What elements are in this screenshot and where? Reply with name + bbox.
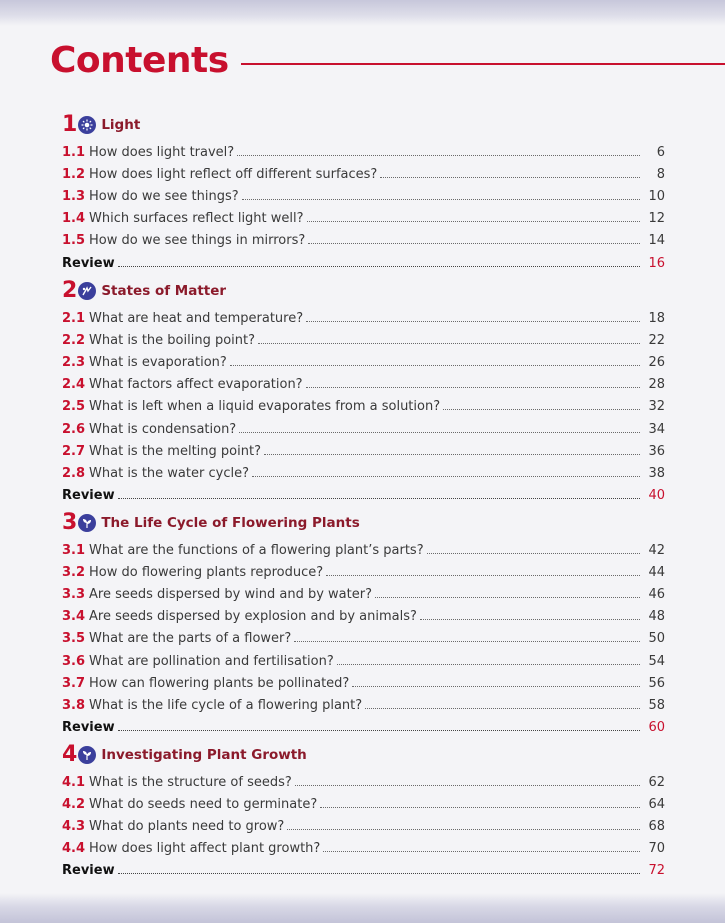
page-number: 58: [648, 697, 665, 713]
lesson-number: 2.6: [62, 421, 86, 437]
toc-entry[interactable]: [62, 626, 665, 646]
lesson-title: Which surfaces reflect light well?: [89, 211, 304, 227]
title-row: [50, 36, 725, 86]
toc-entry[interactable]: [62, 792, 665, 812]
page-number: 56: [648, 675, 665, 691]
lesson-title: What are heat and temperature?: [89, 311, 304, 326]
lesson-title: What factors affect evaporation?: [89, 377, 303, 393]
lesson-title: What is the melting point?: [89, 443, 261, 459]
dot-leader: [118, 872, 640, 874]
unit-title: States of Matter: [101, 283, 227, 299]
dot-leader: [118, 729, 640, 731]
page-title: Contents: [50, 40, 229, 81]
dot-leader: [118, 265, 640, 267]
unit-heading[interactable]: [62, 114, 140, 136]
page-number: 38: [648, 465, 665, 481]
page-number: 32: [648, 399, 665, 415]
lesson-number: 3.8: [62, 697, 86, 713]
lesson-number: 4.2: [62, 797, 86, 813]
page-number: 50: [648, 631, 665, 647]
page-number: 34: [648, 421, 665, 437]
lesson-title: Are seeds dispersed by wind and by water?: [89, 587, 372, 603]
unit-heading[interactable]: [62, 512, 360, 534]
unit-title: Light: [101, 117, 141, 133]
review-entry[interactable]: [62, 483, 665, 503]
lesson-title: What is the water cycle?: [89, 465, 249, 481]
dot-leader: [352, 685, 640, 687]
toc-entry[interactable]: [62, 394, 665, 414]
page-number: 54: [648, 653, 665, 669]
review-label: Review: [62, 255, 115, 271]
plant-icon: [78, 746, 96, 764]
toc-entry[interactable]: [62, 649, 665, 669]
page-number: 18: [648, 311, 665, 326]
toc-entry[interactable]: [62, 814, 665, 834]
dot-leader: [252, 475, 640, 477]
review-entry[interactable]: [62, 858, 665, 878]
toc-entry[interactable]: [62, 184, 665, 204]
page-number: 22: [648, 333, 665, 349]
toc-entry[interactable]: [62, 162, 665, 182]
lesson-number: 1.3: [62, 189, 86, 205]
toc-entry[interactable]: [62, 328, 665, 348]
lesson-number: 2.8: [62, 465, 86, 481]
unit-number: 3: [62, 510, 78, 535]
dot-leader: [308, 242, 640, 244]
toc-entry[interactable]: [62, 439, 665, 459]
dot-leader: [306, 386, 640, 388]
lesson-number: 3.3: [62, 587, 86, 603]
toc-entry[interactable]: [62, 836, 665, 856]
toc-entry[interactable]: [62, 461, 665, 481]
page-number: 62: [648, 775, 665, 790]
review-label: Review: [62, 719, 115, 735]
unit-number: 2: [62, 278, 78, 303]
lesson-title: What is the structure of seeds?: [89, 775, 292, 790]
toc-entry[interactable]: [62, 671, 665, 691]
page-number: 48: [648, 609, 665, 625]
dot-leader: [307, 220, 640, 222]
unit-number: 1: [62, 112, 78, 137]
dot-leader: [295, 784, 640, 786]
dot-leader: [237, 154, 640, 156]
dot-leader: [242, 198, 640, 200]
lesson-title: What is evaporation?: [89, 355, 227, 371]
page-number: 6: [656, 145, 665, 160]
lesson-number: 2.4: [62, 377, 86, 393]
page-number: 12: [648, 211, 665, 227]
dot-leader: [365, 707, 640, 709]
lesson-number: 3.1: [62, 543, 86, 558]
bottom-band: [0, 893, 725, 923]
lesson-title: How does light affect plant growth?: [89, 841, 321, 857]
toc-entry[interactable]: [62, 693, 665, 713]
dot-leader: [287, 828, 640, 830]
lesson-number: 2.7: [62, 443, 86, 459]
lesson-title: What are the functions of a flowering plant’s parts?: [89, 543, 424, 558]
page-number: 72: [648, 863, 665, 879]
lesson-title: What is condensation?: [89, 421, 237, 437]
lesson-title: What is the life cycle of a flowering plant?: [89, 697, 363, 713]
page-number: 46: [648, 587, 665, 603]
title-rule: [241, 63, 725, 65]
toc-entry[interactable]: [62, 417, 665, 437]
review-label: Review: [62, 487, 115, 503]
toc-entry[interactable]: [62, 560, 665, 580]
toc-entry[interactable]: [62, 206, 665, 226]
toc-entry[interactable]: [62, 372, 665, 392]
lesson-number: 3.2: [62, 565, 86, 581]
lesson-number: 3.7: [62, 675, 86, 691]
lesson-number: 2.5: [62, 399, 86, 415]
lesson-title: How can flowering plants be pollinated?: [89, 675, 350, 691]
lesson-number: 4.4: [62, 841, 86, 857]
toc-entry[interactable]: [62, 306, 665, 326]
page-number: 28: [648, 377, 665, 393]
toc-entry[interactable]: [62, 770, 665, 790]
review-entry[interactable]: [62, 251, 665, 271]
lesson-number: 2.1: [62, 311, 86, 326]
toc-entry[interactable]: [62, 538, 665, 558]
dot-leader: [264, 453, 640, 455]
lesson-number: 1.1: [62, 145, 86, 160]
toc-entry[interactable]: [62, 140, 665, 160]
lesson-title: What is left when a liquid evaporates from a solution?: [89, 399, 441, 415]
dot-leader: [375, 596, 640, 598]
page-number: 44: [648, 565, 665, 581]
page-number: 26: [648, 355, 665, 371]
dot-leader: [380, 176, 640, 178]
unit-title: Investigating Plant Growth: [101, 747, 307, 763]
lesson-number: 3.4: [62, 609, 86, 625]
dot-leader: [337, 663, 640, 665]
lesson-number: 2.3: [62, 355, 86, 371]
dot-leader: [320, 806, 640, 808]
page-number: 70: [648, 841, 665, 857]
dot-leader: [258, 342, 640, 344]
page-number: 42: [648, 543, 665, 558]
review-entry[interactable]: [62, 715, 665, 735]
matter-icon: [78, 282, 96, 300]
lesson-title: What are the parts of a flower?: [89, 631, 292, 647]
dot-leader: [427, 552, 640, 554]
lesson-number: 3.5: [62, 631, 86, 647]
unit-heading[interactable]: [62, 744, 307, 766]
lesson-number: 4.1: [62, 775, 86, 790]
lesson-title: What do plants need to grow?: [89, 819, 285, 835]
page-number: 40: [648, 487, 665, 503]
dot-leader: [230, 364, 640, 366]
unit-heading[interactable]: [62, 280, 226, 302]
light-icon: [78, 116, 96, 134]
dot-leader: [443, 408, 640, 410]
dot-leader: [239, 431, 640, 433]
lesson-title: How do we see things?: [89, 189, 239, 205]
lesson-title: How do flowering plants reproduce?: [89, 565, 324, 581]
page-number: 10: [648, 189, 665, 205]
toc-entry[interactable]: [62, 228, 665, 248]
lesson-title: What do seeds need to germinate?: [89, 797, 318, 813]
lesson-title: How do we see things in mirrors?: [89, 233, 306, 249]
dot-leader: [326, 574, 640, 576]
dot-leader: [323, 850, 640, 852]
unit-title: The Life Cycle of Flowering Plants: [101, 515, 360, 531]
lesson-number: 3.6: [62, 653, 86, 669]
page-number: 60: [648, 719, 665, 735]
lesson-title: How does light reflect off different surfaces?: [89, 167, 378, 183]
page-number: 14: [648, 233, 665, 249]
lesson-number: 1.5: [62, 233, 86, 249]
toc-entry[interactable]: [62, 350, 665, 370]
top-band: [0, 0, 725, 26]
lesson-number: 1.4: [62, 211, 86, 227]
lesson-number: 4.3: [62, 819, 86, 835]
page-number: 8: [656, 167, 665, 183]
page-number: 36: [648, 443, 665, 459]
plant-icon: [78, 514, 96, 532]
dot-leader: [306, 320, 640, 322]
dot-leader: [294, 640, 640, 642]
toc-entry[interactable]: [62, 604, 665, 624]
unit-number: 4: [62, 742, 78, 767]
lesson-title: What is the boiling point?: [89, 333, 256, 349]
dot-leader: [118, 497, 640, 499]
lesson-number: 1.2: [62, 167, 86, 183]
page-number: 16: [648, 255, 665, 271]
lesson-title: Are seeds dispersed by explosion and by animals?: [89, 609, 417, 625]
review-label: Review: [62, 863, 115, 879]
lesson-number: 2.2: [62, 333, 86, 349]
lesson-title: How does light travel?: [89, 145, 235, 160]
toc-entry[interactable]: [62, 582, 665, 602]
lesson-title: What are pollination and fertilisation?: [89, 653, 334, 669]
dot-leader: [420, 618, 640, 620]
page-number: 68: [648, 819, 665, 835]
page-number: 64: [648, 797, 665, 813]
